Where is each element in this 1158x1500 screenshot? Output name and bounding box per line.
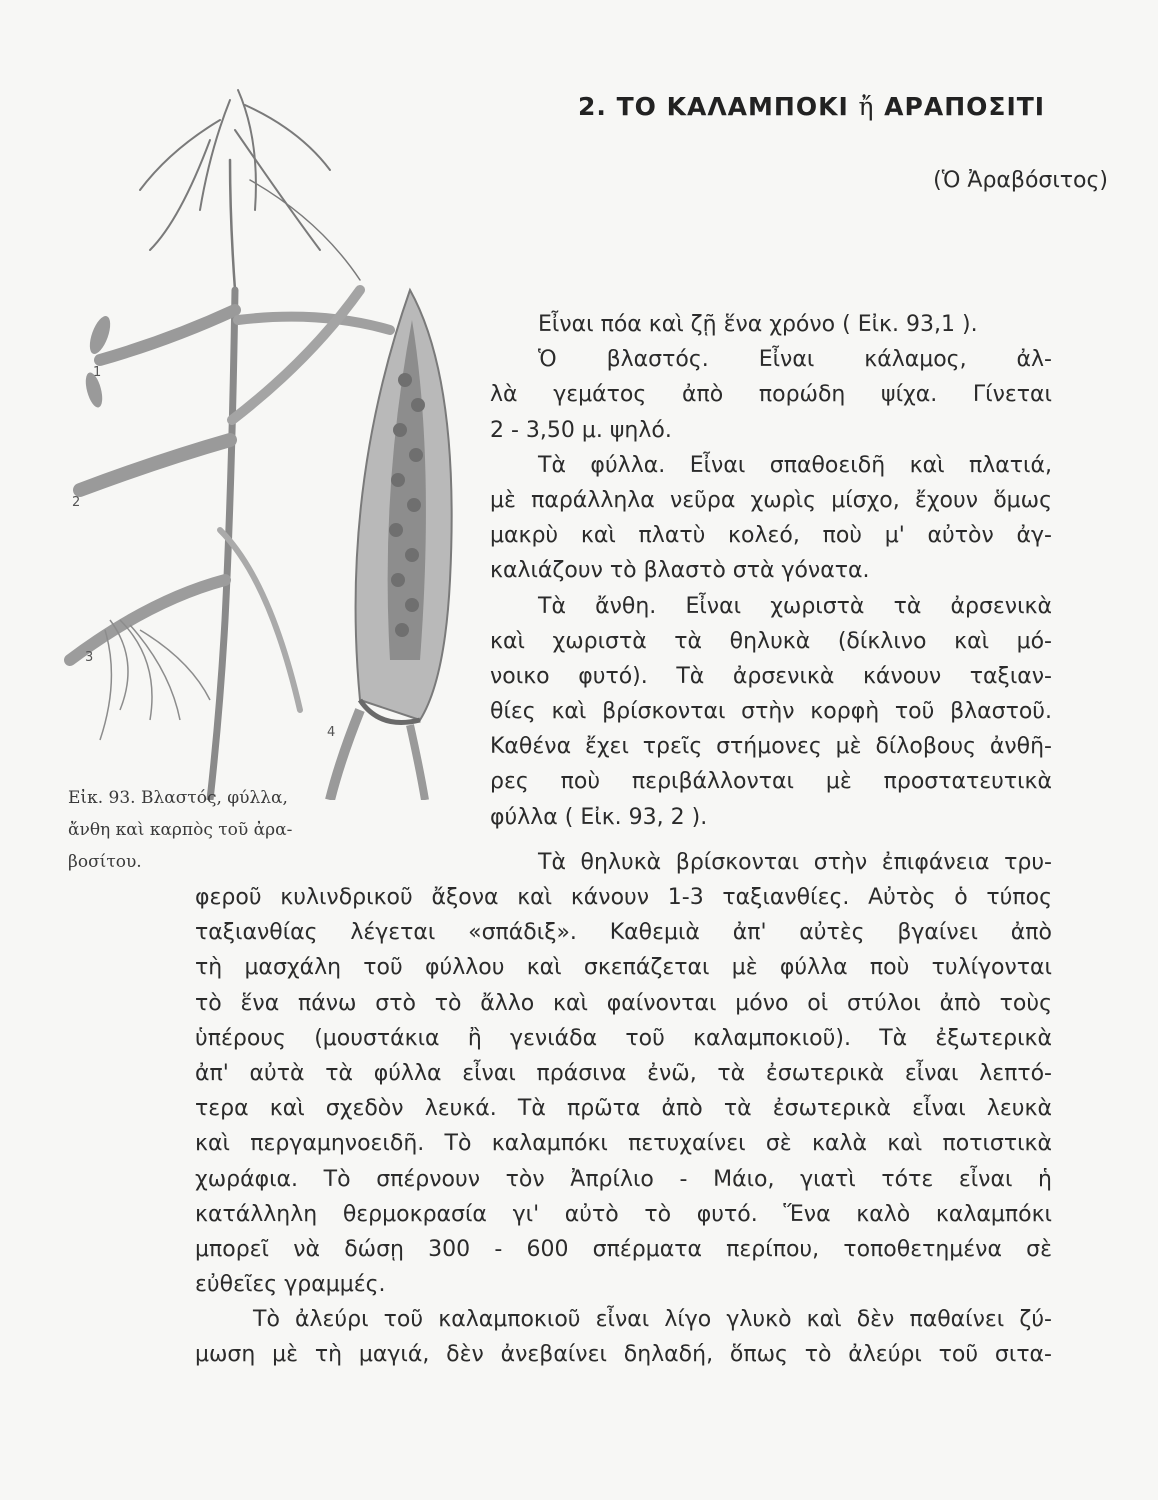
text-line: καὶ περγαμηνοειδῆ. Τὸ καλαμπόκι πετυχαίνει σὲ καλὰ καὶ ποτιστικὰ — [195, 1131, 1052, 1157]
section-title-end: ΑΡΑΠΟΣΙΤΙ — [884, 92, 1046, 121]
text-line: τὴ μασχάλη τοῦ φύλλου καὶ σκεπάζεται μὲ φύλλα ποὺ τυλίγονται — [195, 955, 1052, 981]
text-line: τερα καὶ σχεδὸν λευκά. Τὰ πρῶτα ἀπὸ τὰ ἐσωτερικὰ εἶναι λευκὰ — [195, 1096, 1052, 1122]
text-line: ὑπέρους (μουστάκια ἢ γενιάδα τοῦ καλαμποκιοῦ). Τὰ ἐξωτερικὰ — [195, 1025, 1052, 1051]
text-line: Τὰ φύλλα. Εἶναι σπαθοειδῆ καὶ πλατιά, — [538, 452, 1052, 478]
text-line: φεροῦ κυλινδρικοῦ ἄξονα καὶ κάνουν 1-3 ταξιανθίες. Αὐτὸς ὁ τύπος — [195, 885, 1052, 910]
body-text-continued — [195, 880, 1052, 1373]
text-line: Τὰ ἄνθη. Εἶναι χωριστὰ τὰ ἀρσενικὰ — [538, 593, 1052, 619]
text-line: μὲ παράλληλα νεῦρα χωρὶς μίσχο, ἔχουν ὅμως — [490, 487, 1052, 513]
section-title-main: 2. ΤΟ ΚΑΛΑΜΠΟΚΙ — [578, 92, 849, 121]
text-line: θίες καὶ βρίσκονται στὴν κορφὴ τοῦ βλαστοῦ. — [490, 699, 1052, 725]
section-title — [578, 92, 1098, 121]
corn-plant-illustration — [60, 60, 480, 800]
text-line: Τὰ θηλυκὰ βρίσκονται στὴν ἐπιφάνεια τρυ- — [538, 850, 1052, 875]
text-line: χωράφια. Τὸ σπέρνουν τὸν Ἀπρίλιο - Μάιο, γιατὶ τότε εἶναι ἡ — [195, 1166, 1052, 1192]
text-line: μακρὺ καὶ πλατὺ κολεό, ποὺ μ' αὐτὸν ἀγ- — [490, 523, 1052, 549]
caption-line: Εἰκ. 93. Βλαστός, φύλλα, — [68, 788, 288, 808]
text-line: νοικο φυτό). Τὰ ἀρσενικὰ κάνουν ταξιαν- — [490, 663, 1052, 689]
text-line: κατάλληλη θερμοκρασία γι' αὐτὸ τὸ φυτό. Ἕνα καλὸ καλαμπόκι — [195, 1201, 1052, 1227]
figure-label-4: 4 — [327, 725, 336, 740]
text-line: Τὸ ἀλεύρι τοῦ καλαμποκιοῦ εἶναι λίγο γλυκὸ καὶ δὲν παθαίνει ζύ- — [253, 1307, 1052, 1333]
column-text — [490, 307, 1052, 835]
text-line: ἀπ' αὐτὰ τὰ φύλλα εἶναι πράσινα ἐνῶ, τὰ ἐσωτερικὰ εἶναι λεπτό- — [195, 1060, 1052, 1086]
text-line: Εἶναι πόα καὶ ζῇ ἕνα χρόνο ( Εἰκ. 93,1 ). — [538, 312, 978, 337]
text-line: ρες ποὺ περιβάλλονται μὲ προστατευτικὰ — [490, 769, 1052, 795]
figure-label-2: 2 — [72, 495, 81, 510]
text-line: μωση μὲ τὴ μαγιά, δὲν ἀνεβαίνει δηλαδή, ὅπως τὸ ἀλεύρι τοῦ σιτα- — [195, 1342, 1052, 1368]
corn-plant-drawing — [60, 60, 480, 800]
text-line: καὶ χωριστὰ τὰ θηλυκὰ (δίκλινο καὶ μό- — [490, 628, 1052, 654]
body-text — [195, 845, 1052, 880]
text-line: τὸ ἕνα πάνω στὸ τὸ ἄλλο καὶ φαίνονται μόνο οἱ στύλοι ἀπὸ τοὺς — [195, 990, 1052, 1016]
text-line: εὐθεῖες γραμμές. — [195, 1272, 386, 1298]
figure-label-1: 1 — [93, 365, 102, 380]
text-line: φύλλα ( Εἰκ. 93, 2 ). — [490, 804, 708, 830]
text-line: μπορεῖ νὰ δώσῃ 300 - 600 σπέρματα περίπου, τοποθετημένα σὲ — [195, 1236, 1052, 1262]
text-line: 2 - 3,50 μ. ψηλό. — [490, 417, 672, 443]
section-title-conjunction: ἤ — [858, 92, 875, 121]
text-line: Ὁ βλαστός. Εἶναι κάλαμος, ἀλ- — [538, 347, 1052, 373]
text-line: καλιάζουν τὸ βλαστὸ στὰ γόνατα. — [490, 558, 870, 584]
text-line: λὰ γεμάτος ἀπὸ πορώδη ψίχα. Γίνεται — [490, 382, 1052, 408]
figure-label-3: 3 — [85, 650, 94, 665]
caption-line: βοσίτου. — [68, 852, 142, 872]
text-line: Καθένα ἔχει τρεῖς στήμονες μὲ δίλοβους ἀνθῆ- — [490, 734, 1052, 760]
caption-line: ἄνθη καὶ καρπὸς τοῦ ἀρα- — [68, 820, 293, 840]
section-subtitle: (Ὁ Ἀραβόσιτος) — [933, 168, 1108, 193]
text-line: ταξιανθίας λέγεται «σπάδιξ». Καθεμιὰ ἀπ' αὐτὲς βγαίνει ἀπὸ — [195, 920, 1052, 946]
